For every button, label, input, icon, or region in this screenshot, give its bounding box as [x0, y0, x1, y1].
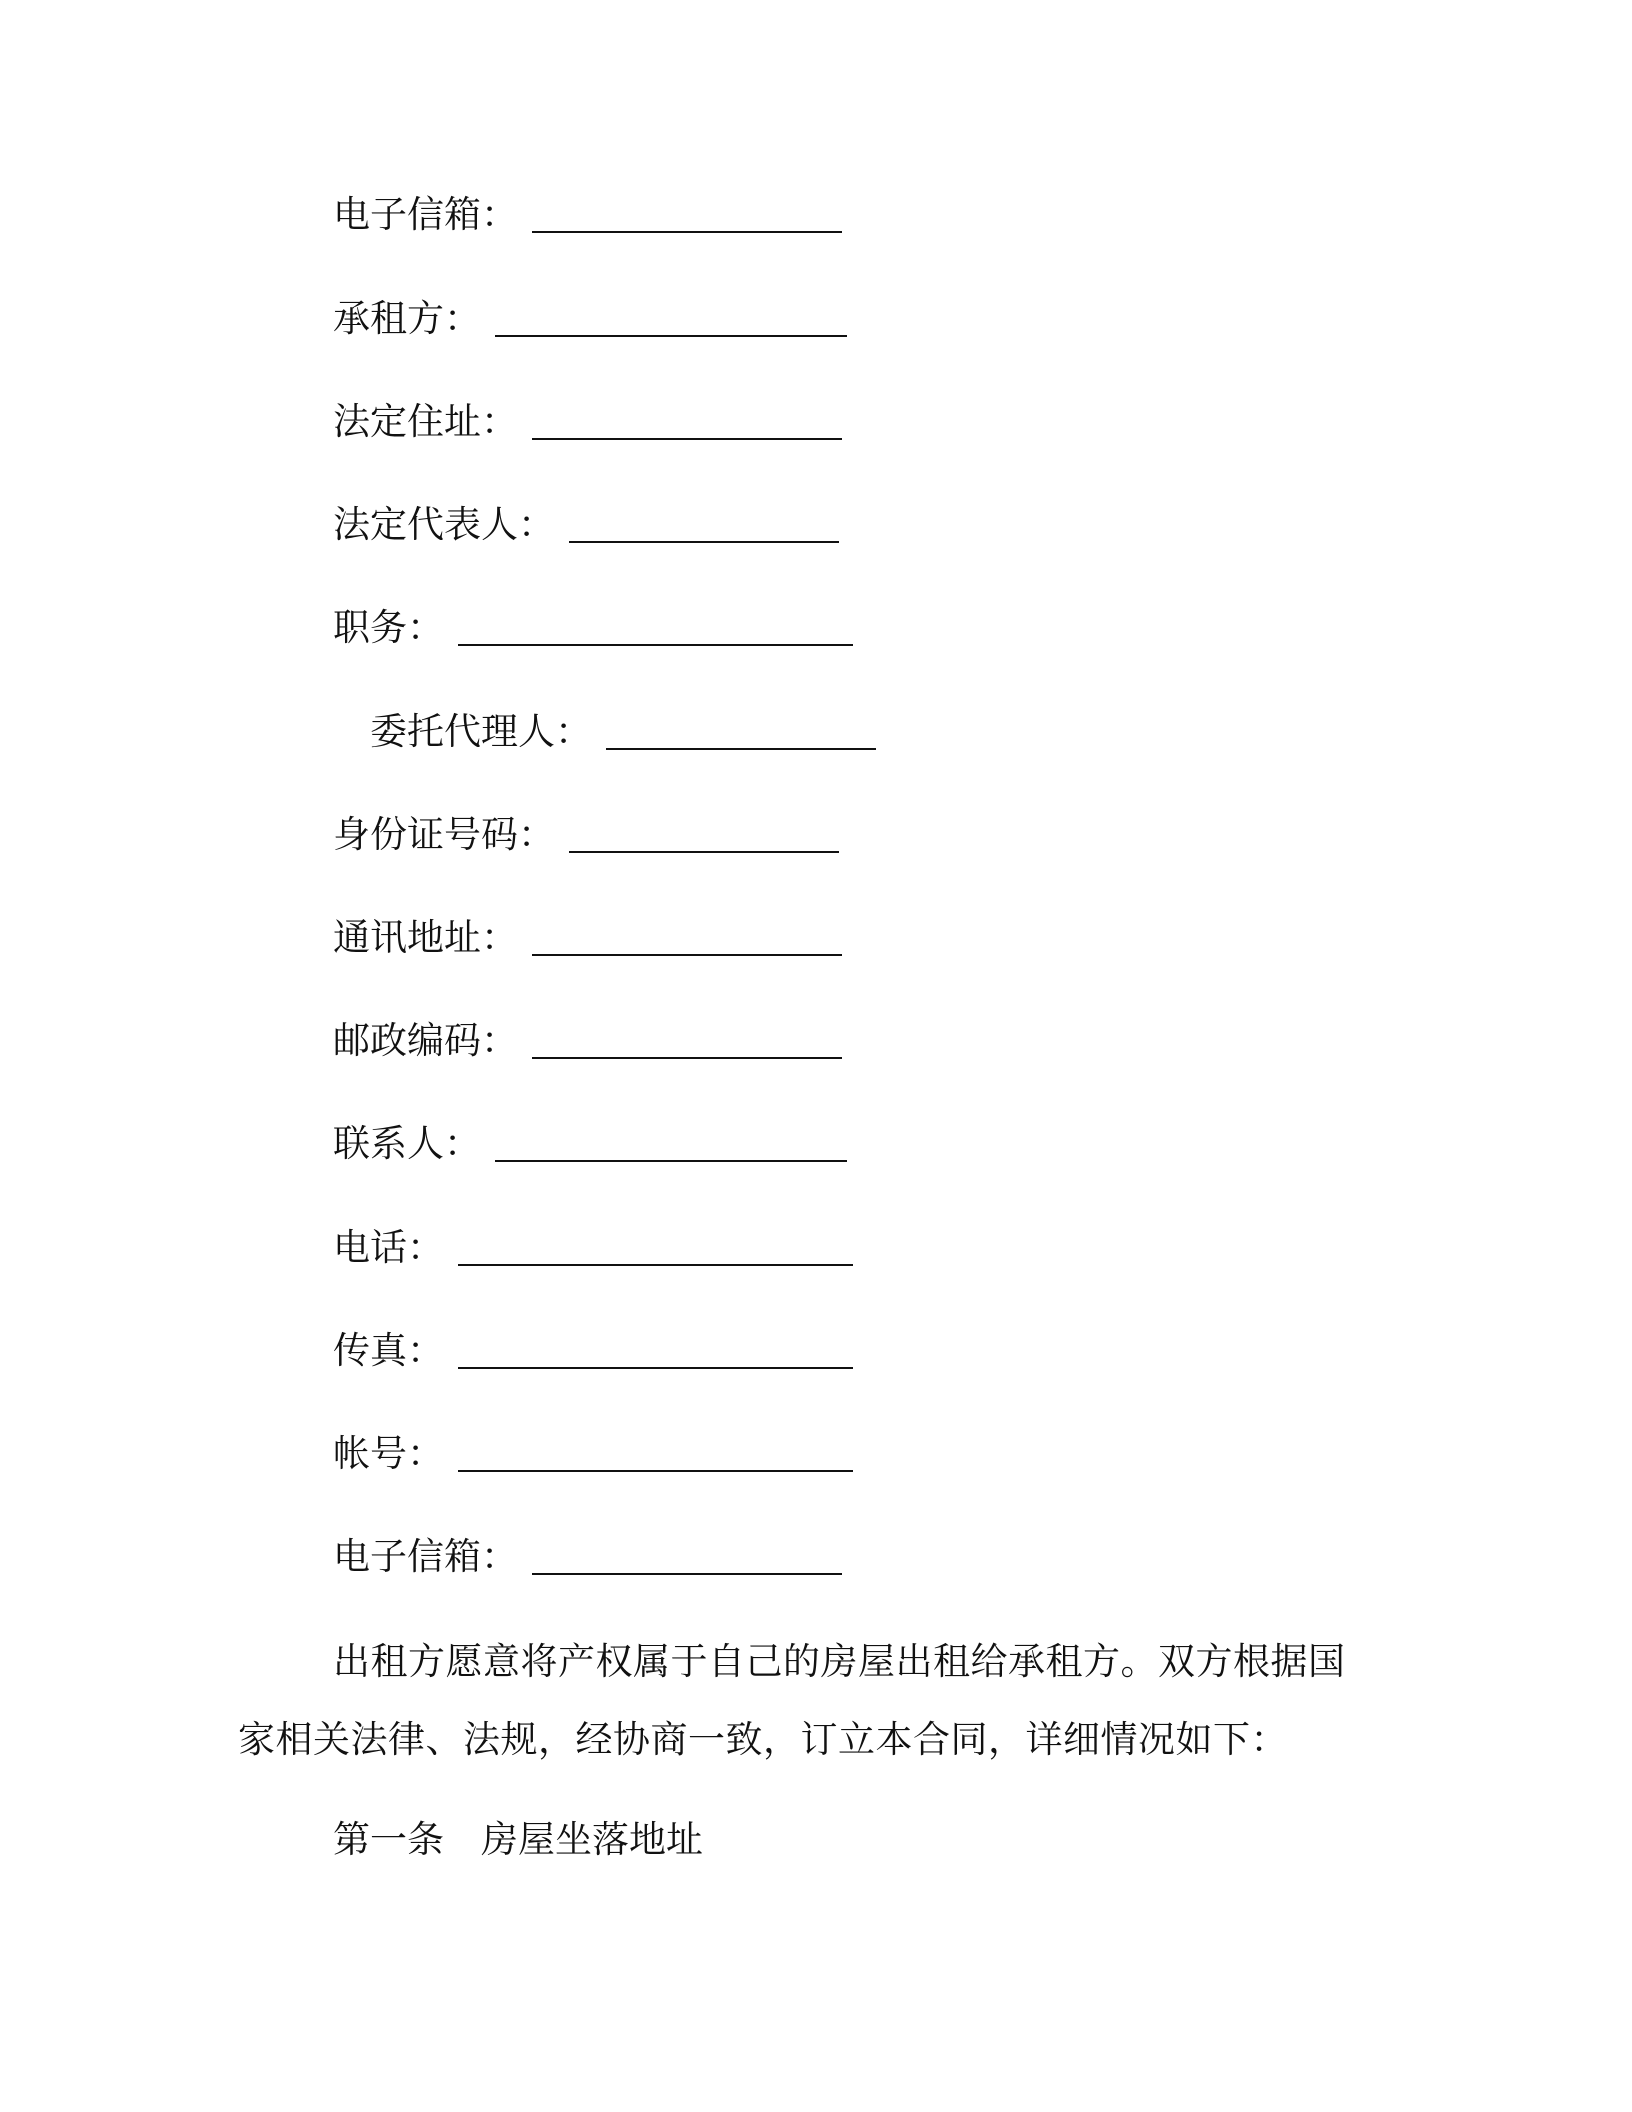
fill-in-blank — [532, 231, 842, 233]
fill-in-blank — [532, 438, 842, 440]
mailing-address-field — [333, 908, 842, 968]
fill-in-blank — [458, 1470, 853, 1472]
field-label: 帐号： — [333, 1432, 444, 1475]
field-label: 承租方： — [333, 297, 481, 340]
intro-paragraph: 出租方愿意将产权属于自己的房屋出租给承租方。双方根据国家相关法律、法规，经协商一致，订立本合同，详细情况如下： — [238, 1640, 1346, 1761]
fill-in-blank — [458, 1367, 853, 1369]
field-label: 法定代表人： — [333, 503, 555, 546]
fill-in-blank — [458, 1264, 853, 1266]
fill-in-blank — [532, 1573, 842, 1575]
field-label: 通讯地址： — [333, 916, 518, 959]
field-label: 电子信箱： — [333, 1535, 518, 1578]
field-label: 委托代理人： — [370, 710, 592, 753]
article-heading: 第一条 房屋坐落地址 — [333, 1818, 703, 1861]
account-field — [333, 1424, 853, 1484]
email-field-lessor — [333, 185, 842, 245]
field-label: 传真： — [333, 1329, 444, 1372]
fax-field — [333, 1321, 853, 1381]
fill-in-blank — [495, 1160, 847, 1162]
field-label: 职务： — [333, 606, 444, 649]
field-label: 身份证号码： — [333, 813, 555, 856]
field-label: 电话： — [333, 1226, 444, 1269]
lessee-field — [333, 289, 847, 349]
fill-in-blank — [532, 1057, 842, 1059]
email-field-lessee — [333, 1527, 842, 1587]
postal-code-field — [333, 1011, 842, 1071]
phone-field — [333, 1218, 853, 1278]
field-label: 法定住址： — [333, 400, 518, 443]
fill-in-blank — [495, 335, 847, 337]
fill-in-blank — [532, 954, 842, 956]
id-number-field — [333, 805, 839, 865]
position-field — [333, 598, 853, 658]
fill-in-blank — [606, 748, 876, 750]
fill-in-blank — [569, 541, 839, 543]
contact-person-field — [333, 1114, 847, 1174]
field-label: 电子信箱： — [333, 193, 518, 236]
legal-representative-field — [333, 495, 839, 555]
legal-address-field — [333, 392, 842, 452]
field-label: 联系人： — [333, 1122, 481, 1165]
fill-in-blank — [569, 851, 839, 853]
authorized-agent-field — [370, 702, 876, 762]
field-label: 邮政编码： — [333, 1019, 518, 1062]
fill-in-blank — [458, 644, 853, 646]
